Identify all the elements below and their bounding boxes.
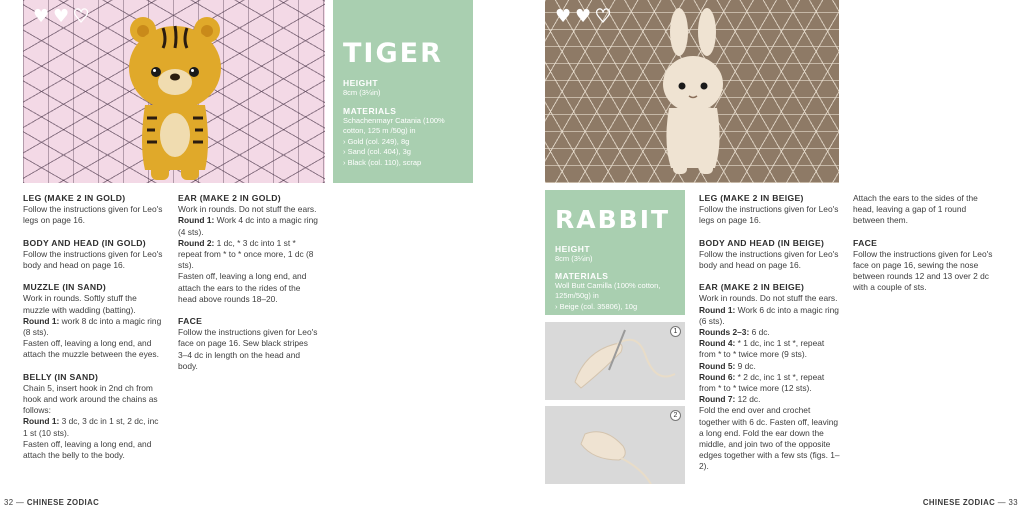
tiger-photo: [23, 0, 325, 183]
section-text: Follow the instructions given for Leo's face on page 16, sewing the nose between rounds 12 and 13 over 2 dc with a couple of sts.: [853, 248, 993, 293]
round-label: Round 4:: [699, 338, 736, 349]
section-text: Follow the instructions given for Leo's body and head on page 16.: [23, 248, 163, 271]
height-label: HEIGHT: [555, 244, 591, 254]
round-text: * 2 dc, inc 1 st *, repeat from * to * twice more (12 sts).: [699, 371, 825, 394]
tiger-info-panel: [333, 0, 473, 183]
materials-item: › Gold (col. 249), 8g: [343, 137, 463, 148]
materials-label: MATERIALS: [343, 105, 397, 116]
section-heading: EAR (MAKE 2 IN GOLD): [178, 193, 281, 203]
pattern-title: RABBIT: [555, 205, 671, 234]
section-heading: FACE: [178, 316, 203, 327]
round-instruction: [23, 316, 163, 338]
section-text: Fasten off, leaving a long end, and attach the belly to the body.: [23, 438, 152, 461]
section-text: Fold the end over and crochet together with 6 dc. Fasten off, leaving a long end. Fold the ear down the middle, and join two of the opposite edges together with a few sts (figs. 1–2).: [699, 405, 840, 472]
section-text: Follow the instructions given for Leo's face on page 16. Sew black stripes 3–4 dc in length on the head and body.: [178, 327, 318, 371]
section-text: Chain 5, insert hook in 2nd ch from hook and work around the chains as follows:: [23, 382, 158, 416]
ear-crochet-step-illustration: [545, 322, 685, 400]
round-text: 1 dc, * 3 dc into 1 st * repeat from * to * once more, 1 dc (8 sts).: [178, 237, 314, 271]
pattern-title: TIGER: [343, 38, 443, 69]
section-heading: LEG (MAKE 2 IN BEIGE): [699, 193, 804, 203]
section-heading: MUZZLE (IN SAND): [23, 282, 107, 293]
height-label: HEIGHT: [343, 78, 379, 88]
heart-filled-icon: ♥: [33, 6, 50, 27]
height-value: 8cm (3¼in): [343, 88, 381, 97]
section-heading: FACE: [853, 237, 878, 248]
round-text: Work 6 dc into a magic ring (6 sts).: [699, 304, 839, 326]
section-heading: BODY AND HEAD (IN GOLD): [23, 237, 146, 248]
heart-outline-icon: ♥: [73, 6, 90, 27]
materials-item: › Black (col. 110), scrap: [343, 158, 463, 169]
materials-list: [555, 302, 675, 313]
round-instruction: [699, 338, 841, 360]
round-label: Round 1:: [178, 215, 215, 226]
round-text: 9 dc.: [735, 360, 756, 371]
figure-number-badge: 2: [670, 410, 681, 421]
section-text: Attach the ears to the sides of the head, leaving a gap of 1 round between them.: [853, 193, 978, 226]
round-label: Round 1:: [699, 304, 736, 315]
round-instruction: [178, 238, 318, 272]
section-text: Fasten off, leaving a long end, and attach the ears to the rides of the head above rounds 18–20.: [178, 271, 307, 304]
round-text: Work 4 dc into a magic ring (4 sts).: [178, 215, 318, 237]
round-instruction: [23, 416, 163, 438]
rabbit-info-panel: [545, 190, 685, 315]
tiger-instructions-column-1: [23, 193, 163, 461]
tiger-instructions-column-2: [178, 193, 318, 372]
round-text: work 8 dc into a magic ring (8 sts).: [23, 315, 162, 338]
section-text: Follow the instructions given for Leo's legs on page 16.: [699, 204, 839, 226]
step-photo-1: [545, 322, 685, 400]
running-title: CHINESE ZODIAC: [922, 498, 996, 507]
height-value: 8cm (3¼in): [555, 254, 593, 263]
materials-label: MATERIALS: [555, 270, 609, 281]
section-text: Work in rounds. Do not stuff the ears.: [178, 204, 317, 215]
round-label: Round 6:: [699, 371, 736, 382]
materials-text: Schachenmayr Catania (100% cotton, 125 m /50g) in: [343, 115, 445, 135]
round-text: 3 dc, 3 dc in 1 st, 2 dc, inc 1 st (10 sts).: [23, 416, 159, 438]
rabbit-photo: [545, 0, 839, 183]
figure-number-badge: 1: [670, 326, 681, 337]
section-text: Work in rounds. Softly stuff the muzzle with wadding (batting).: [23, 293, 137, 315]
rabbit-instructions-column-1: [699, 193, 841, 473]
folded-ear-illustration: [545, 406, 685, 484]
section-text: Follow the instructions given for Leo's body and head on page 16.: [699, 248, 839, 271]
round-text: * 1 dc, inc 1 st *, repeat from * to * twice more (9 sts).: [699, 338, 825, 360]
section-text: Follow the instructions given for Leo's legs on page 16.: [23, 204, 163, 226]
round-label: Round 1:: [23, 315, 60, 326]
round-instruction: [699, 372, 841, 394]
step-photo-2: [545, 406, 685, 484]
heart-filled-icon: ♥: [53, 6, 70, 27]
right-page-footer: [923, 498, 1018, 507]
difficulty-rating: [33, 8, 91, 26]
footer-dash: —: [995, 498, 1009, 507]
section-heading: BELLY (IN SAND): [23, 371, 99, 382]
page-number: 33: [1008, 498, 1018, 507]
left-page-footer: [4, 498, 99, 507]
section-heading: LEG (MAKE 2 IN GOLD): [23, 193, 126, 203]
running-title: CHINESE ZODIAC: [26, 498, 100, 507]
materials-item: › Sand (col. 404), 3g: [343, 147, 463, 158]
round-label: Rounds 2–3:: [699, 327, 750, 338]
rabbit-amigurumi: [653, 8, 733, 178]
section-heading: EAR (MAKE 2 IN BEIGE): [699, 282, 805, 293]
round-label: Round 2:: [178, 237, 215, 248]
materials-list: [343, 137, 463, 169]
round-instruction: [699, 305, 841, 327]
section-text: Work in rounds. Do not stuff the ears.: [699, 293, 838, 304]
difficulty-rating: [555, 8, 613, 26]
round-instruction: [178, 215, 318, 237]
materials-text: Woll Butt Camilla (100% cotton, 125m/50g) in: [555, 280, 661, 300]
round-label: Round 7:: [699, 394, 736, 405]
heart-filled-icon: ♥: [555, 6, 572, 27]
heart-filled-icon: ♥: [575, 6, 592, 27]
page-number: 32: [4, 498, 14, 507]
heart-outline-icon: ♥: [595, 6, 612, 27]
materials-item: › Beige (col. 35806), 10g: [555, 302, 675, 313]
round-text: 12 dc.: [735, 394, 761, 405]
round-label: Round 1:: [23, 416, 60, 427]
rabbit-instructions-column-2: [853, 193, 995, 294]
footer-dash: —: [13, 498, 27, 507]
tiger-amigurumi: [115, 10, 235, 182]
round-label: Round 5:: [699, 360, 736, 371]
section-heading: BODY AND HEAD (IN BEIGE): [699, 237, 825, 248]
round-instruction: [699, 327, 841, 338]
round-instruction: [699, 361, 841, 372]
round-text: 6 dc.: [749, 327, 770, 338]
section-text: Fasten off, leaving a long end, and attach the muzzle between the eyes.: [23, 338, 159, 360]
round-instruction: [699, 394, 841, 405]
